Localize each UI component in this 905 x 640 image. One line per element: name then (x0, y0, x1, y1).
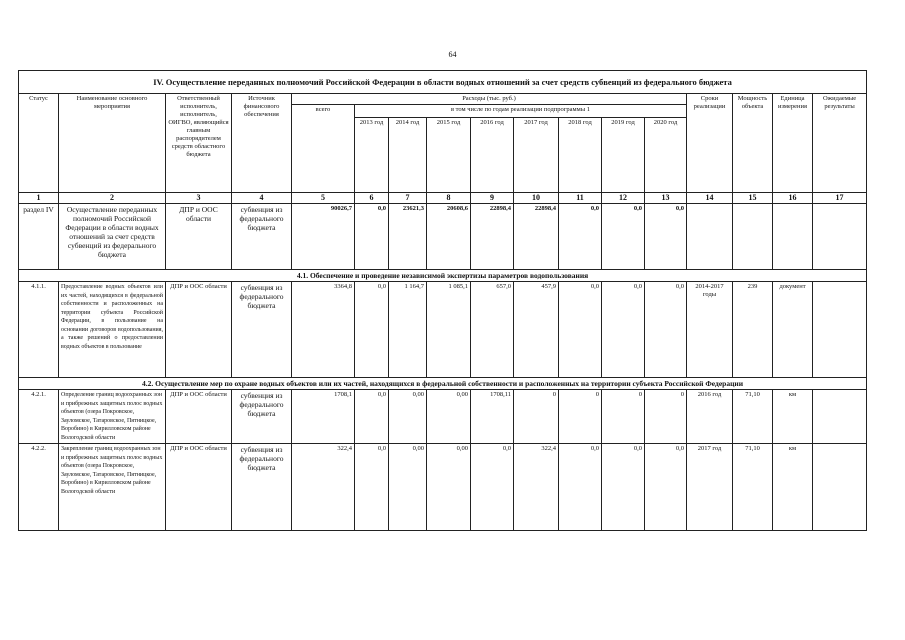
row-2016: 1708,11 (471, 390, 514, 444)
row-total: 90026,7 (292, 204, 355, 270)
row-2016: 0,0 (471, 444, 514, 531)
row-status: 4.2.1. (19, 390, 59, 444)
table-row (19, 204, 867, 270)
column-number: 15 (733, 193, 773, 204)
row-2018: 0,0 (559, 204, 602, 270)
row-responsible: ДПР и ООС области (166, 444, 232, 531)
header-unit: Единица измерения (773, 94, 813, 193)
row-status: раздел IV (19, 204, 59, 270)
row-2020: 0,0 (645, 282, 687, 378)
row-2019: 0,0 (602, 444, 645, 531)
header-terms: Сроки реализации (687, 94, 733, 193)
header-capacity: Мощность объекта (733, 94, 773, 193)
column-number: 3 (166, 193, 232, 204)
row-2015: 1 085,1 (427, 282, 471, 378)
subsection-title-4-1: 4.1. Обеспечение и проведение независимой экспертизы параметров водопользования (19, 270, 867, 282)
row-unit: км (773, 444, 813, 531)
column-number: 12 (602, 193, 645, 204)
row-source: субвенция из федерального бюджета (232, 204, 292, 270)
column-number: 10 (514, 193, 559, 204)
row-unit: км (773, 390, 813, 444)
row-status: 4.2.2. (19, 444, 59, 531)
row-2013: 0,0 (355, 204, 389, 270)
row-2017: 457,9 (514, 282, 559, 378)
row-total: 3364,8 (292, 282, 355, 378)
column-number: 4 (232, 193, 292, 204)
row-2013: 0,0 (355, 390, 389, 444)
row-2013: 0,0 (355, 444, 389, 531)
row-2017: 22898,4 (514, 204, 559, 270)
row-capacity (733, 204, 773, 270)
row-capacity: 71,10 (733, 444, 773, 531)
row-source: субвенция из федерального бюджета (232, 390, 292, 444)
column-number: 9 (471, 193, 514, 204)
row-terms (687, 204, 733, 270)
row-2017: 0 (514, 390, 559, 444)
row-responsible: ДПР и ООС области (166, 282, 232, 378)
header-including: в том числе по годам реализации подпрограммы 1 (355, 105, 687, 118)
column-number: 16 (773, 193, 813, 204)
header-year-2019: 2019 год (602, 118, 645, 193)
row-2016: 22898,4 (471, 204, 514, 270)
column-number: 2 (59, 193, 166, 204)
row-2015: 0,00 (427, 444, 471, 531)
row-responsible: ДПР и ООС области (166, 390, 232, 444)
row-name: Закрепление границ водоохранных зон и прибрежных защитных полос водных объектов (озера Покровское, Зауломское, Татаровское, Пятницкое, Воробино) в Кирилловском районе Вологодской области (59, 444, 166, 531)
column-number: 6 (355, 193, 389, 204)
row-2018: 0,0 (559, 444, 602, 531)
header-total: всего (292, 105, 355, 193)
section-title: IV. Осуществление переданных полномочий Российской Федерации в области водных отношений за счет средств субвенций из федерального бюджета (19, 71, 867, 94)
row-name: Определение границ водоохранных зон и прибрежных защитных полос водных объектов (озера Покровское, Зауломское, Татаровское, Пятницкое, Воробино) в Кирилловском районе Вологодской области (59, 390, 166, 444)
column-number: 11 (559, 193, 602, 204)
row-2020: 0,0 (645, 444, 687, 531)
row-2016: 657,0 (471, 282, 514, 378)
row-responsible: ДПР и ООС области (166, 204, 232, 270)
column-number: 8 (427, 193, 471, 204)
page-number: 64 (448, 50, 457, 59)
row-2019: 0 (602, 390, 645, 444)
table-row (19, 444, 867, 531)
row-status: 4.1.1. (19, 282, 59, 378)
row-unit (773, 204, 813, 270)
row-2017: 322,4 (514, 444, 559, 531)
row-terms: 2014-2017 годы (687, 282, 733, 378)
column-number: 1 (19, 193, 59, 204)
header-year-2020: 2020 год (645, 118, 687, 193)
row-2014: 0,00 (389, 390, 427, 444)
row-2014: 0,00 (389, 444, 427, 531)
table-row (19, 282, 867, 378)
row-2014: 23621,3 (389, 204, 427, 270)
row-capacity: 71,10 (733, 390, 773, 444)
row-2015: 0,00 (427, 390, 471, 444)
row-terms: 2017 год (687, 444, 733, 531)
header-status: Статус (19, 94, 59, 193)
table-row (19, 390, 867, 444)
column-number: 13 (645, 193, 687, 204)
header-year-2017: 2017 год (514, 118, 559, 193)
row-2020: 0 (645, 390, 687, 444)
column-number: 5 (292, 193, 355, 204)
row-total: 1708,1 (292, 390, 355, 444)
subsidy-table (18, 70, 867, 531)
column-number: 17 (813, 193, 867, 204)
header-name: Наименование основного мероприятия (59, 94, 166, 193)
header-expected: Ожидаемые результаты (813, 94, 867, 193)
row-2018: 0,0 (559, 282, 602, 378)
header-source: Источник финансового обеспечения (232, 94, 292, 193)
row-total: 322,4 (292, 444, 355, 531)
row-name: Осуществление переданных полномочий Российской Федерации в области водных отношений за счет средств субвенций из федерального бюджета (59, 204, 166, 270)
subsection-title-4-2: 4.2. Осуществление мер по охране водных объектов или их частей, находящихся в федеральной собственности и расположенных на территории субъекта Российской Федерации (19, 378, 867, 390)
header-responsible: Ответственный исполнитель, исполнитель, ОИГВО, являющийся главным распорядителем средств областного бюджета (166, 94, 232, 193)
row-source: субвенция из федерального бюджета (232, 444, 292, 531)
row-2019: 0,0 (602, 282, 645, 378)
header-expenses: Расходы (тыс. руб.) (292, 94, 687, 105)
column-number: 14 (687, 193, 733, 204)
row-name: Предоставление водных объектов или их частей, находящихся в федеральной собственности и расположенных на территории субъекта Российской Федерации, в пользование на основании договоров водопользования, а также решений о предоставлении водных объектов в пользование (59, 282, 166, 378)
header-year-2016: 2016 год (471, 118, 514, 193)
row-2020: 0,0 (645, 204, 687, 270)
row-capacity: 239 (733, 282, 773, 378)
row-2015: 20608,6 (427, 204, 471, 270)
row-expected (813, 390, 867, 444)
row-2014: 1 164,7 (389, 282, 427, 378)
row-expected (813, 282, 867, 378)
header-year-2014: 2014 год (389, 118, 427, 193)
row-2018: 0 (559, 390, 602, 444)
subsidy-table-sheet (18, 70, 866, 531)
row-expected (813, 204, 867, 270)
column-number: 7 (389, 193, 427, 204)
row-unit: документ (773, 282, 813, 378)
row-terms: 2016 год (687, 390, 733, 444)
row-2013: 0,0 (355, 282, 389, 378)
header-year-2015: 2015 год (427, 118, 471, 193)
row-2019: 0,0 (602, 204, 645, 270)
header-year-2013: 2013 год (355, 118, 389, 193)
row-expected (813, 444, 867, 531)
row-source: субвенция из федерального бюджета (232, 282, 292, 378)
header-year-2018: 2018 год (559, 118, 602, 193)
